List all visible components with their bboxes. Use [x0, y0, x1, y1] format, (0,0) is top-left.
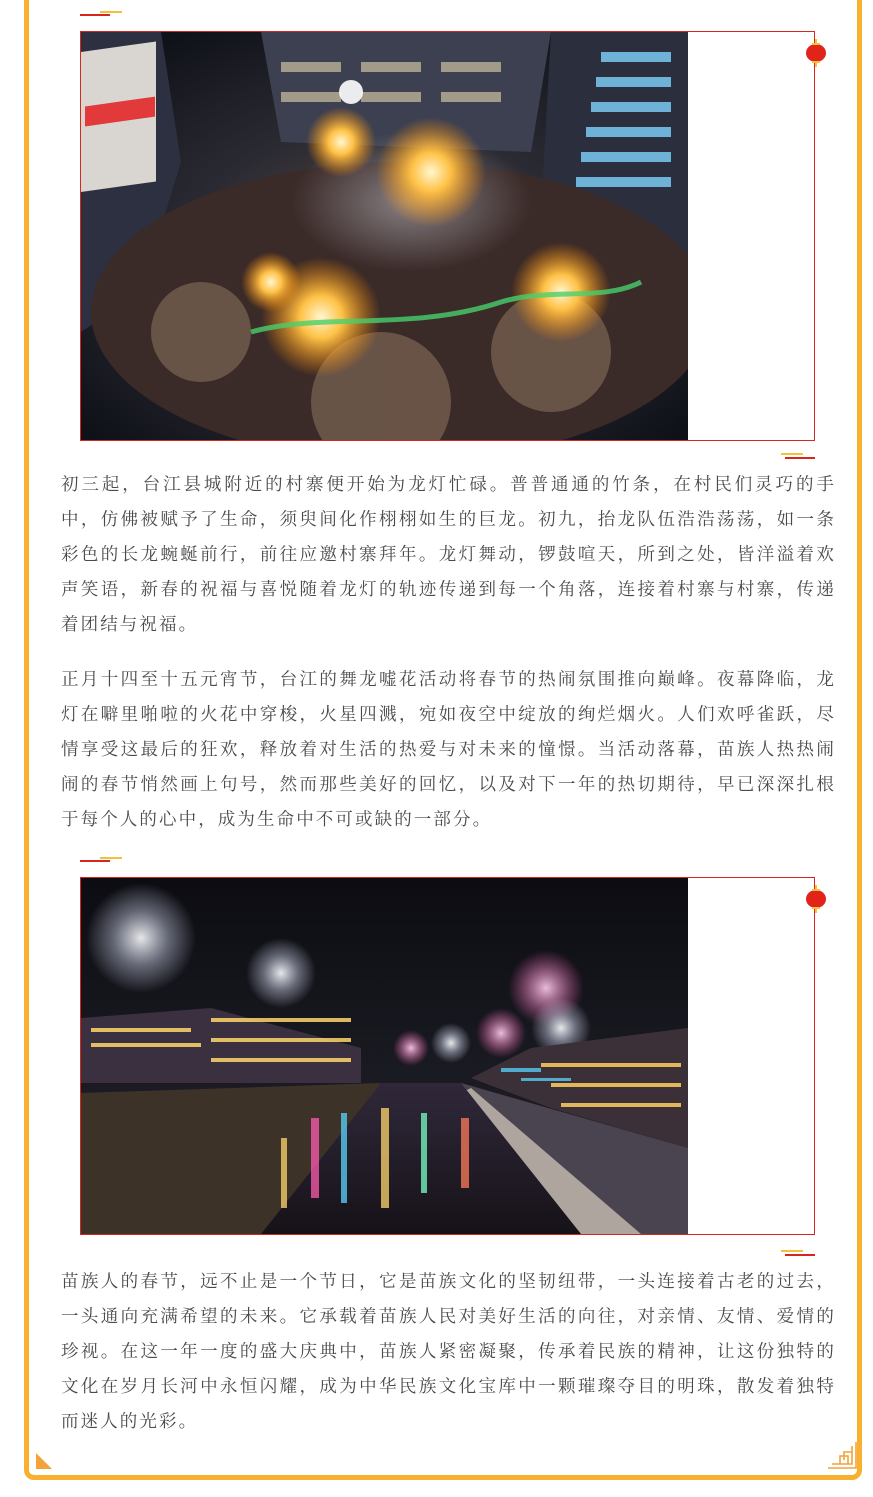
paragraph-3: 苗族人的春节，远不止是一个节日，它是苗族文化的坚韧纽带，一头连接着古老的过去，一头通向充满希望的未来。它承载着苗族人民对美好生活的向往，对亲情、友情、爱情的珍视。在这一年一度的盛大庆典中，苗族人紧密凝聚，传承着民族的精神，让这份独特的文化在岁月长河中永恒闪耀，成为中华民族文化宝库中一颗璀璨夺目的明珠，散发着独特而迷人的光彩。: [61, 1272, 836, 1432]
photo-frame: [80, 31, 815, 441]
corner-triangle-icon: [36, 1453, 52, 1469]
decor-line-bottom: [775, 1252, 815, 1255]
lantern-icon: [805, 39, 827, 67]
photo-block-fireworks-river: [80, 858, 815, 1258]
photo-frame: [80, 877, 815, 1235]
photo-dragon-fire-crowd: [81, 32, 688, 440]
decor-line-bottom: [775, 455, 815, 458]
paragraph-1: 初三起，台江县城附近的村寨便开始为龙灯忙碌。普普通通的竹条，在村民们灵巧的手中，仿佛被赋予了生命，须臾间化作栩栩如生的巨龙。初九，抬龙队伍浩浩荡荡，如一条彩色的长龙蜿蜒前行，前往应邀村寨拜年。龙灯舞动，锣鼓喧天，所到之处，皆洋溢着欢声笑语，新春的祝福与喜悦随着龙灯的轨迹传递到每一个角落，连接着村寨与村寨，传递着团结与祝福。: [61, 475, 836, 635]
paragraph-2: 正月十四至十五元宵节，台江的舞龙嘘花活动将春节的热闹氛围推向巅峰。夜幕降临，龙灯在噼里啪啦的火花中穿梭，火星四溅，宛如夜空中绽放的绚烂烟火。人们欢呼雀跃，尽情享受这最后的狂欢，释放着对生活的热爱与对未来的憧憬。当活动落幕，苗族人热热闹闹的春节悄然画上句号，然而那些美好的回忆，以及对下一年的热切期待，早已深深扎根于每个人的心中，成为生命中不可或缺的一部分。: [61, 670, 836, 830]
corner-scroll-icon: [826, 1440, 858, 1470]
photo-block-dragon-fire: [80, 12, 815, 459]
lantern-icon: [805, 885, 827, 913]
photo-fireworks-over-river: [81, 878, 688, 1234]
